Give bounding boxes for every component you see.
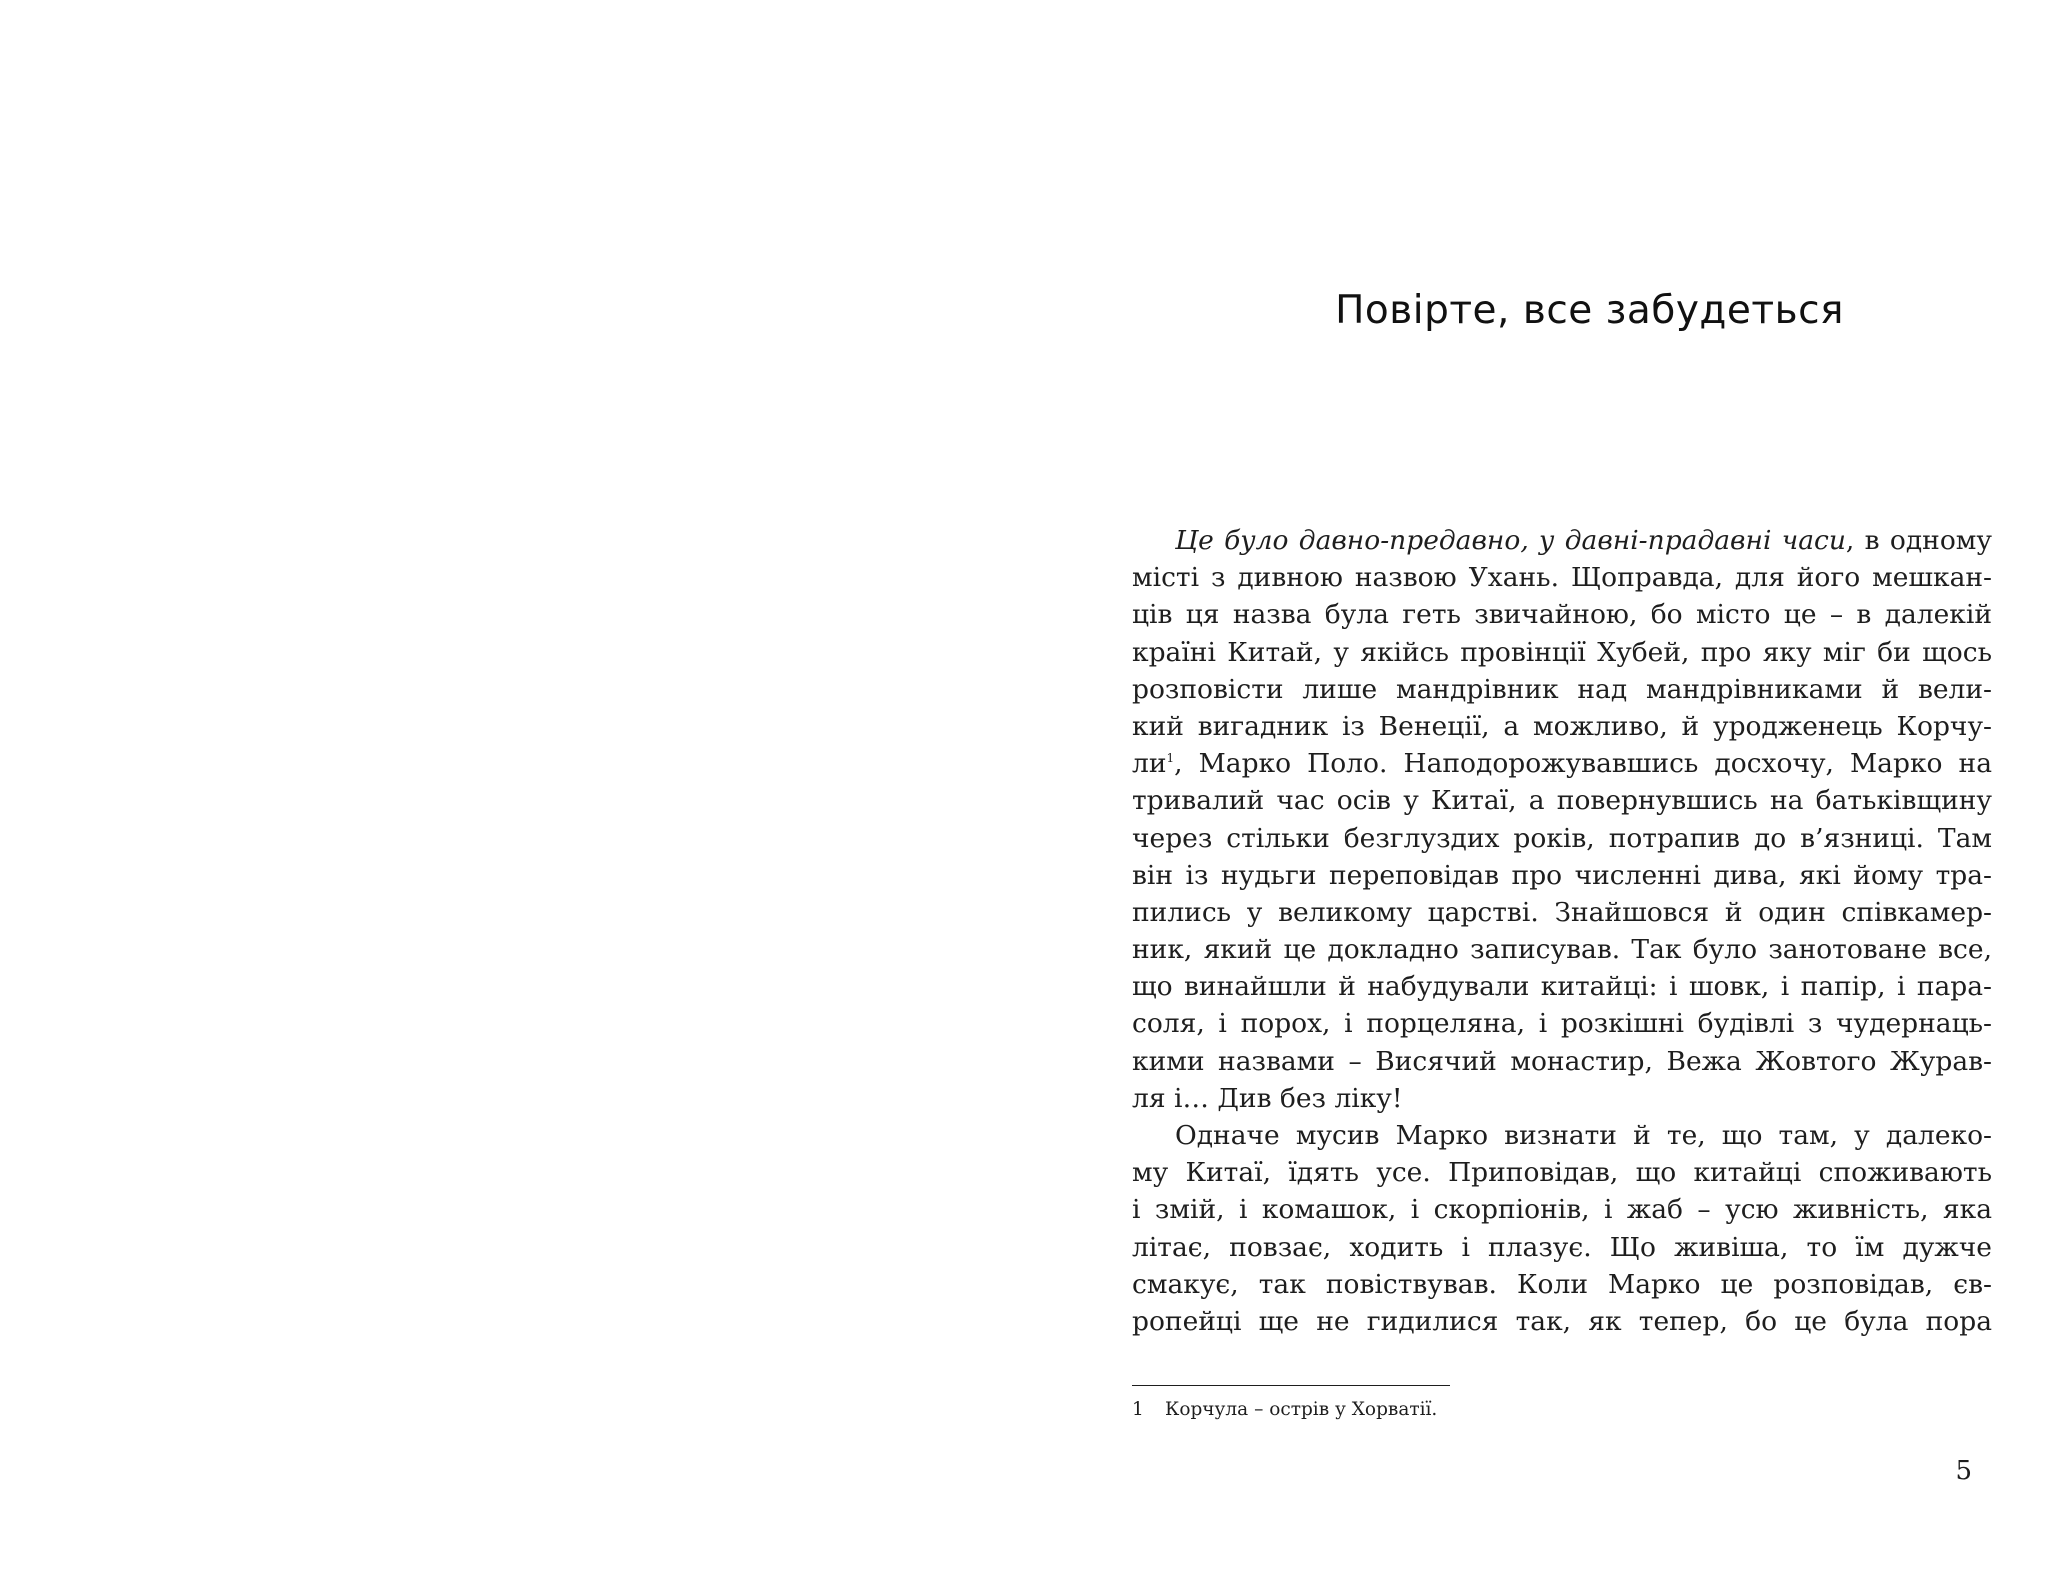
- body-line: кий вигадник із Венеції, а можливо, й уродженець Корчу-: [1132, 710, 1992, 742]
- page-number: 5: [1955, 1456, 1972, 1486]
- paragraph-1-last-line: ля і… Див без ліку!: [1132, 1082, 1403, 1114]
- body-line: кими назвами – Висячий монастир, Вежа Жовтого Журав-: [1132, 1045, 1992, 1077]
- body-line: що винайшли й набудували китайці: і шовк, і папір, і пара-: [1132, 971, 1992, 1003]
- body-line: ропейці ще не гидилися так, як тепер, бо це була пора: [1132, 1305, 1992, 1337]
- body-line: ців ця назва була геть звичайною, бо місто це – в далекій: [1132, 599, 1992, 631]
- body-text: [1132, 522, 1992, 1340]
- right-page: [1024, 0, 2048, 1575]
- footnote: [1132, 1398, 1437, 1422]
- footnote-number: 1: [1132, 1399, 1144, 1420]
- body-line: він із нудьги переповідав про численні дива, які йому тра-: [1132, 859, 1992, 891]
- chapter-title: Повірте, все забудеться: [1335, 288, 1844, 333]
- paragraph-1-line-1: [1132, 522, 1992, 559]
- opening-rest: , в одному: [1845, 525, 1992, 556]
- body-line: літає, повзає, ходить і плазує. Що живіша, то їм дужче: [1132, 1231, 1992, 1263]
- body-line: тривалий час осів у Китаї, а повернувшись на батьківщину: [1132, 785, 1992, 817]
- body-line-with-footnote: [1132, 745, 1992, 782]
- body-line: му Китаї, їдять усе. Приповідав, що китайці споживають: [1132, 1157, 1992, 1189]
- footnote-line-rest: , Марко Поло. Наподорожувавшись досхочу, Марко на: [1174, 748, 1992, 780]
- body-line: соля, і порох, і порцеляна, і розкішні будівлі з чудернаць-: [1132, 1008, 1992, 1040]
- footnote-reference[interactable]: 1: [1166, 751, 1175, 766]
- body-line: розповісти лише мандрівник над мандрівниками й вели-: [1132, 673, 1992, 705]
- footnote-anchor-text: ли: [1132, 748, 1167, 780]
- body-line: місті з дивною назвою Ухань. Щоправда, для його мешкан-: [1132, 562, 1992, 594]
- body-line: через стільки безглуздих років, потрапив до в’язниці. Там: [1132, 822, 1992, 854]
- body-line: країні Китай, у якійсь провінції Хубей, про яку міг би щось: [1132, 636, 1992, 668]
- footnote-text: Корчула – острів у Хорватії.: [1165, 1399, 1438, 1420]
- body-line: ник, який це докладно записував. Так було занотоване все,: [1132, 934, 1992, 966]
- body-line: і змій, і комашок, і скорпіонів, і жаб – усю живність, яка: [1132, 1194, 1992, 1226]
- body-line: смакує, так повіствував. Коли Марко це розповідав, єв-: [1132, 1268, 1992, 1300]
- body-line: пились у великому царстві. Знайшовся й один співкамер-: [1132, 896, 1992, 928]
- paragraph-2-line-1: Одначе мусив Марко визнати й те, що там, у далеко-: [1175, 1120, 1992, 1151]
- italic-opening: Це було давно-предавно, у давні-прадавні часи: [1175, 525, 1846, 556]
- footnote-divider: [1132, 1385, 1450, 1386]
